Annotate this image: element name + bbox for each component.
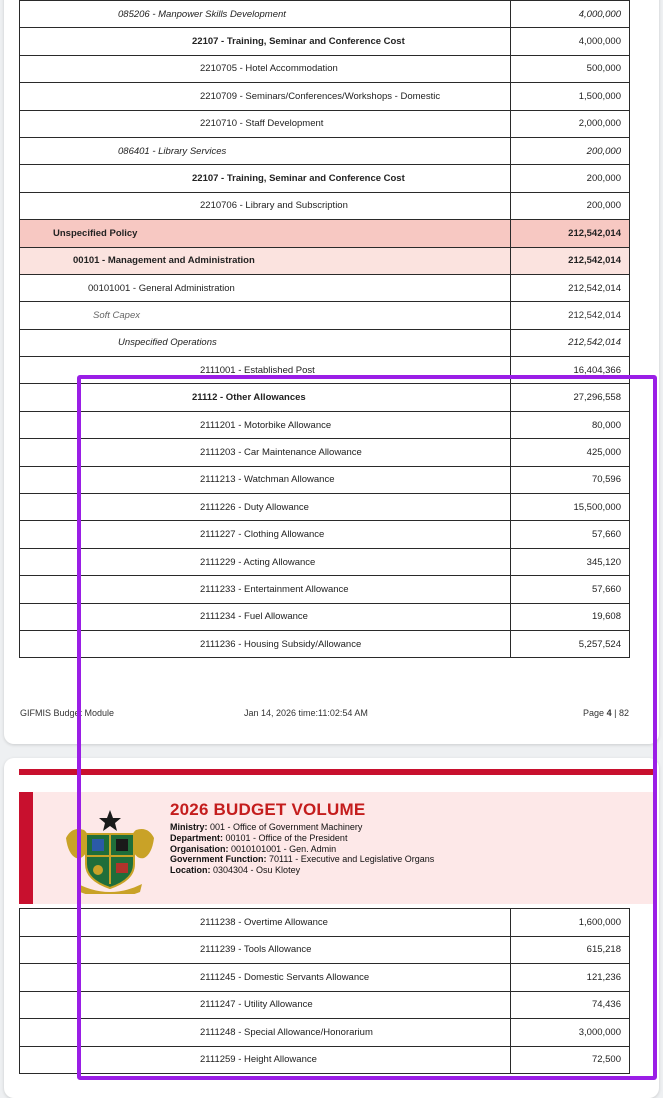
table-row — [20, 411, 630, 438]
row-amount: 57,660 — [511, 576, 630, 603]
table-row — [20, 439, 630, 466]
row-amount: 121,236 — [511, 964, 630, 992]
ghana-coat-of-arms-icon — [62, 808, 158, 894]
report-title: 2026 BUDGET VOLUME — [170, 800, 366, 819]
row-amount: 1,500,000 — [511, 83, 630, 110]
report-header-details — [170, 822, 434, 876]
table-row — [20, 964, 630, 992]
header-detail-value: 001 - Office of Government Machinery — [210, 822, 363, 832]
table-row — [20, 192, 630, 219]
table-row — [20, 521, 630, 548]
header-detail-line — [170, 844, 434, 855]
row-description: 2210705 - Hotel Accommodation — [20, 55, 511, 82]
table-row — [20, 1046, 630, 1074]
row-amount: 74,436 — [511, 991, 630, 1019]
row-description: Soft Capex — [20, 302, 511, 329]
row-amount: 57,660 — [511, 521, 630, 548]
row-description: 00101001 - General Administration — [20, 274, 511, 301]
row-amount: 15,500,000 — [511, 494, 630, 521]
page-separator: | — [614, 708, 617, 718]
row-amount: 425,000 — [511, 439, 630, 466]
header-detail-line — [170, 822, 434, 833]
table-row — [20, 302, 630, 329]
table-row — [20, 936, 630, 964]
row-amount: 4,000,000 — [511, 1, 630, 28]
row-description: 2210706 - Library and Subscription — [20, 192, 511, 219]
budget-table-page-4 — [19, 0, 630, 658]
row-amount: 27,296,558 — [511, 384, 630, 411]
table-row — [20, 137, 630, 164]
table-row — [20, 630, 630, 657]
header-detail-line — [170, 833, 434, 844]
header-detail-line — [170, 865, 434, 876]
row-amount: 4,000,000 — [511, 28, 630, 55]
row-description: 22107 - Training, Seminar and Conference Cost — [20, 28, 511, 55]
row-description: 2210709 - Seminars/Conferences/Workshops - Domestic — [20, 83, 511, 110]
table-row — [20, 220, 630, 247]
header-detail-label: Organisation: — [170, 843, 229, 854]
table-row — [20, 274, 630, 301]
row-amount: 5,257,524 — [511, 630, 630, 657]
row-amount: 212,542,014 — [511, 247, 630, 274]
row-amount: 212,542,014 — [511, 329, 630, 356]
header-detail-value: 0010101001 - Gen. Admin — [231, 843, 337, 854]
table-row — [20, 357, 630, 384]
footer-page-number — [583, 708, 629, 718]
header-detail-label: Government Function: — [170, 854, 267, 865]
table-row — [20, 110, 630, 137]
row-description: 2111238 - Overtime Allowance — [20, 909, 511, 937]
row-description: 086401 - Library Services — [20, 137, 511, 164]
row-amount: 200,000 — [511, 165, 630, 192]
row-amount: 70,596 — [511, 466, 630, 493]
row-description: 2111201 - Motorbike Allowance — [20, 411, 511, 438]
row-description: 21112 - Other Allowances — [20, 384, 511, 411]
table-row — [20, 548, 630, 575]
row-amount: 212,542,014 — [511, 274, 630, 301]
table-row — [20, 28, 630, 55]
header-detail-label: Ministry: — [170, 822, 208, 832]
row-description: 2111234 - Fuel Allowance — [20, 603, 511, 630]
row-amount: 16,404,366 — [511, 357, 630, 384]
row-description: 2111226 - Duty Allowance — [20, 494, 511, 521]
row-amount: 3,000,000 — [511, 1019, 630, 1047]
row-description: 2111227 - Clothing Allowance — [20, 521, 511, 548]
table-row — [20, 1, 630, 28]
row-description: 2111259 - Height Allowance — [20, 1046, 511, 1074]
row-description: 2111001 - Established Post — [20, 357, 511, 384]
row-amount: 80,000 — [511, 411, 630, 438]
footer-module-name: GIFMIS Budget Module — [20, 708, 115, 718]
row-amount: 212,542,014 — [511, 302, 630, 329]
page-label: Page — [583, 708, 605, 718]
row-description: 2111213 - Watchman Allowance — [20, 466, 511, 493]
table-row — [20, 83, 630, 110]
row-amount: 345,120 — [511, 548, 630, 575]
row-amount: 200,000 — [511, 137, 630, 164]
row-description: Unspecified Policy — [20, 220, 511, 247]
table-row — [20, 247, 630, 274]
row-description: Unspecified Operations — [20, 329, 511, 356]
header-detail-value: 0304304 - Osu Klotey — [213, 865, 301, 876]
row-amount: 1,600,000 — [511, 909, 630, 937]
page-current: 4 — [606, 708, 612, 718]
row-amount: 212,542,014 — [511, 220, 630, 247]
table-row — [20, 991, 630, 1019]
row-description: 2111203 - Car Maintenance Allowance — [20, 439, 511, 466]
row-amount: 19,608 — [511, 603, 630, 630]
header-detail-label: Department: — [170, 832, 224, 843]
header-detail-value: 00101 - Office of the President — [225, 832, 348, 843]
header-detail-label: Location: — [170, 865, 211, 876]
row-amount: 72,500 — [511, 1046, 630, 1074]
row-description: 085206 - Manpower Skills Development — [20, 1, 511, 28]
table-row — [20, 576, 630, 603]
table-row — [20, 55, 630, 82]
footer-datetime: Jan 14, 2026 time:11:02:54 AM — [244, 708, 368, 718]
row-amount: 500,000 — [511, 55, 630, 82]
table-row — [20, 165, 630, 192]
row-description: 00101 - Management and Administration — [20, 247, 511, 274]
header-red-side-bar — [19, 792, 33, 904]
row-description: 2210710 - Staff Development — [20, 110, 511, 137]
row-description: 2111247 - Utility Allowance — [20, 991, 511, 1019]
budget-table-page-5 — [19, 908, 630, 1074]
row-description: 2111245 - Domestic Servants Allowance — [20, 964, 511, 992]
row-description: 2111239 - Tools Allowance — [20, 936, 511, 964]
header-detail-line — [170, 854, 434, 865]
row-description: 2111248 - Special Allowance/Honorarium — [20, 1019, 511, 1047]
table-row — [20, 329, 630, 356]
table-row — [20, 466, 630, 493]
header-detail-value: 70111 - Executive and Legislative Organs — [269, 854, 435, 865]
report-page-5 — [4, 758, 659, 1098]
table-row — [20, 494, 630, 521]
row-description: 22107 - Training, Seminar and Conference Cost — [20, 165, 511, 192]
table-row — [20, 1019, 630, 1047]
table-row — [20, 384, 630, 411]
report-page-4 — [4, 0, 659, 744]
row-amount: 2,000,000 — [511, 110, 630, 137]
row-description: 2111229 - Acting Allowance — [20, 548, 511, 575]
row-amount: 615,218 — [511, 936, 630, 964]
row-description: 2111236 - Housing Subsidy/Allowance — [20, 630, 511, 657]
row-amount: 200,000 — [511, 192, 630, 219]
table-row — [20, 909, 630, 937]
row-description: 2111233 - Entertainment Allowance — [20, 576, 511, 603]
table-row — [20, 603, 630, 630]
header-red-rule — [19, 769, 653, 775]
page-total: 82 — [618, 708, 629, 718]
